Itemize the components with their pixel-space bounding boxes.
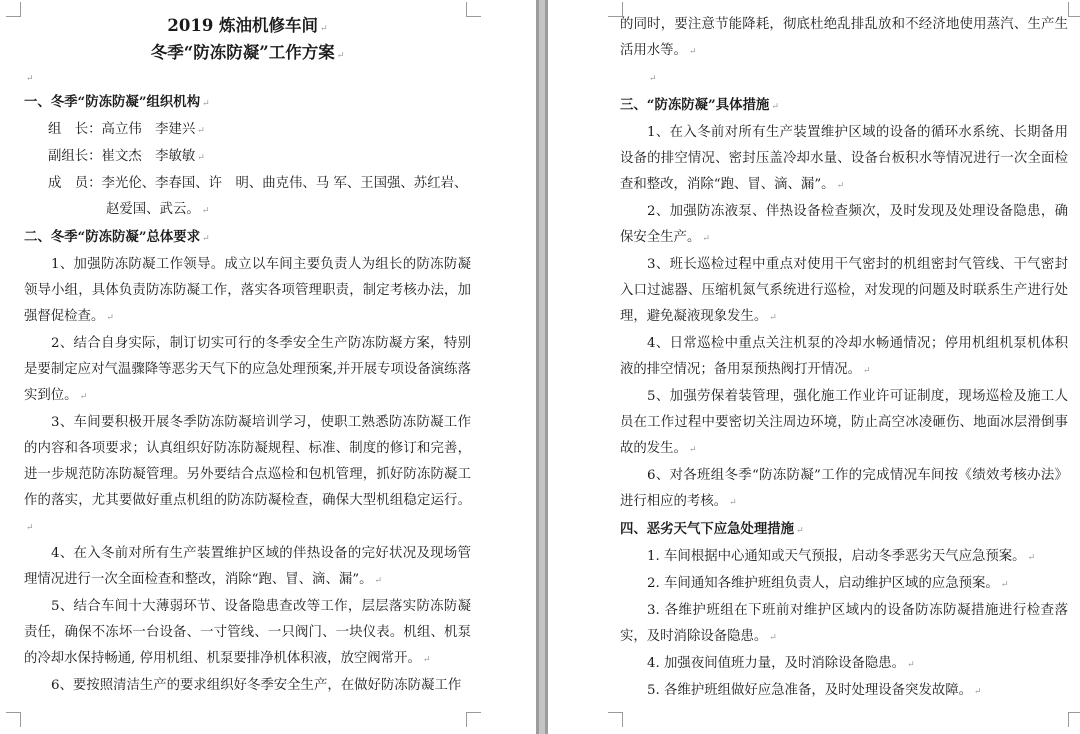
- section-heading-requirements: 二、冬季“防冻防凝”总体要求 ↵: [24, 229, 210, 245]
- measure-paragraph: 5、加强劳保着装管理，强化施工作业许可证制度，现场巡检及施工人员在工作过程中要密切关注周边环境，防止高空冰凌砸伤、地面冰层滑倒事故的发生。 ↵: [620, 389, 1068, 456]
- requirement-paragraph: 2、结合自身实际，制订切实可行的冬季安全生产防冻防凝方案，特别是要制定应对气温骤降等恶劣天气下的应急处理预案,并开展专项设备演练落实到位。 ↵: [24, 336, 471, 403]
- requirement-paragraph: 5、结合车间十大薄弱环节、设备隐患查改等工作，层层落实防冻防凝责任，确保不冻坏一台设备、一寸管线、一只阀门、一块仪表。机组、机泵的冷却水保持畅通, 停用机组、机泵要排净机体积液，放空阀常开。 ↵: [24, 599, 471, 666]
- section-heading-organization: 一、冬季“防冻防凝”组织机构 ↵: [24, 94, 210, 110]
- measure-paragraph: 4、日常巡检中重点关注机泵的冷却水畅通情况；停用机组机泵机体积液的排空情况；备用泵预热阀打开情况。 ↵: [620, 336, 1068, 377]
- crop-mark: [1068, 712, 1080, 727]
- document-title: 2019 炼油机修车间 ↵: [167, 16, 328, 35]
- org-deputy-leader: 副组长：崔文杰 李敏敏 ↵: [48, 149, 205, 164]
- crop-mark: [466, 712, 481, 727]
- empty-paragraph: ↵: [649, 74, 657, 84]
- org-members: 成 员：李光伦、李春国、许 明、曲克伟、马 军、王国强、苏红岩、: [48, 176, 468, 191]
- crop-mark: [608, 712, 623, 727]
- measure-paragraph: 1、在入冬前对所有生产装置维护区域的设备的循环水系统、长期备用设备的排空情况、密封压盖冷却水量、设备台板积水等情况进行一次全面检查和整改，消除“跑、冒、滴、漏”。 ↵: [620, 125, 1068, 192]
- measure-paragraph: 6、对各班组冬季“防冻防凝”工作的完成情况车间按《绩效考核办法》进行相应的考核。 ↵: [620, 468, 1068, 509]
- requirement-paragraph: 3、车间要积极开展冬季防冻防凝培训学习，使职工熟悉防冻防凝工作的内容和各项要求；认真组织好防冻防凝规程、标准、制度的修订和完善，进一步规范防冻防凝管理。另外要结合点巡检和包机管理，抓好防冻防凝工作的落实，尤其要做好重点机组的防冻防凝检查，确保大型机组稳定运行。↵: [24, 415, 471, 533]
- document-subtitle: 冬季“防冻防凝”工作方案 ↵: [150, 43, 345, 62]
- measure-paragraph: 2、加强防冻液泵、伴热设备检查频次，及时发现及处理设备隐患，确保安全生产。 ↵: [620, 204, 1068, 245]
- emergency-item: 1. 车间根据中心通知或天气预报，启动冬季恶劣天气应急预案。 ↵: [647, 549, 1036, 564]
- page-gutter: [536, 0, 548, 734]
- right-document-page: [548, 0, 1080, 734]
- left-page-content[interactable]: [24, 14, 471, 699]
- measure-paragraph: 3、班长巡检过程中重点对使用干气密封的机组密封气管线、干气密封入口过滤器、压缩机氮气系统进行巡检，对发现的问题及时联系生产进行处理，避免凝液现象发生。 ↵: [620, 257, 1068, 324]
- emergency-item: 2. 车间通知各维护班组负责人，启动维护区域的应急预案。 ↵: [647, 576, 1009, 591]
- requirement-paragraph: 1、加强防冻防凝工作领导。成立以车间主要负责人为组长的防冻防凝领导小组，具体负责防冻防凝工作，落实各项管理职责，制定考核办法，加强督促检查。 ↵: [24, 257, 471, 324]
- emergency-item: 4. 加强夜间值班力量，及时消除设备隐患。 ↵: [647, 656, 915, 671]
- empty-paragraph: ↵: [26, 74, 34, 84]
- right-page-content[interactable]: [620, 12, 1068, 705]
- requirement-paragraph: 6、要按照清洁生产的要求组织好冬季安全生产，在做好防冻防凝工作: [51, 678, 462, 693]
- section-heading-measures: 三、“防冻防凝”具体措施 ↵: [620, 97, 779, 113]
- emergency-item: 5. 各维护班组做好应急准备，及时处理设备突发故障。 ↵: [647, 683, 982, 698]
- crop-mark: [1068, 2, 1080, 17]
- left-document-page: [0, 0, 536, 734]
- emergency-item: 3. 各维护班组在下班前对维护区域内的设备防冻防凝措施进行检查落实，及时消除设备隐患。 ↵: [620, 603, 1068, 644]
- crop-mark: [6, 712, 21, 727]
- section-heading-emergency: 四、恶劣天气下应急处理措施 ↵: [620, 521, 804, 537]
- continued-paragraph: 的同时，要注意节能降耗，彻底杜绝乱排乱放和不经济地使用蒸汽、生产生活用水等。 ↵: [620, 17, 1068, 58]
- org-members-continued: 赵爱国、武云。 ↵: [106, 202, 210, 217]
- org-leader: 组 长：高立伟 李建兴 ↵: [48, 122, 205, 137]
- requirement-paragraph: 4、在入冬前对所有生产装置维护区域的伴热设备的完好状况及现场管理情况进行一次全面检查和整改，消除“跑、冒、滴、漏”。 ↵: [24, 546, 471, 587]
- crop-mark: [6, 2, 21, 17]
